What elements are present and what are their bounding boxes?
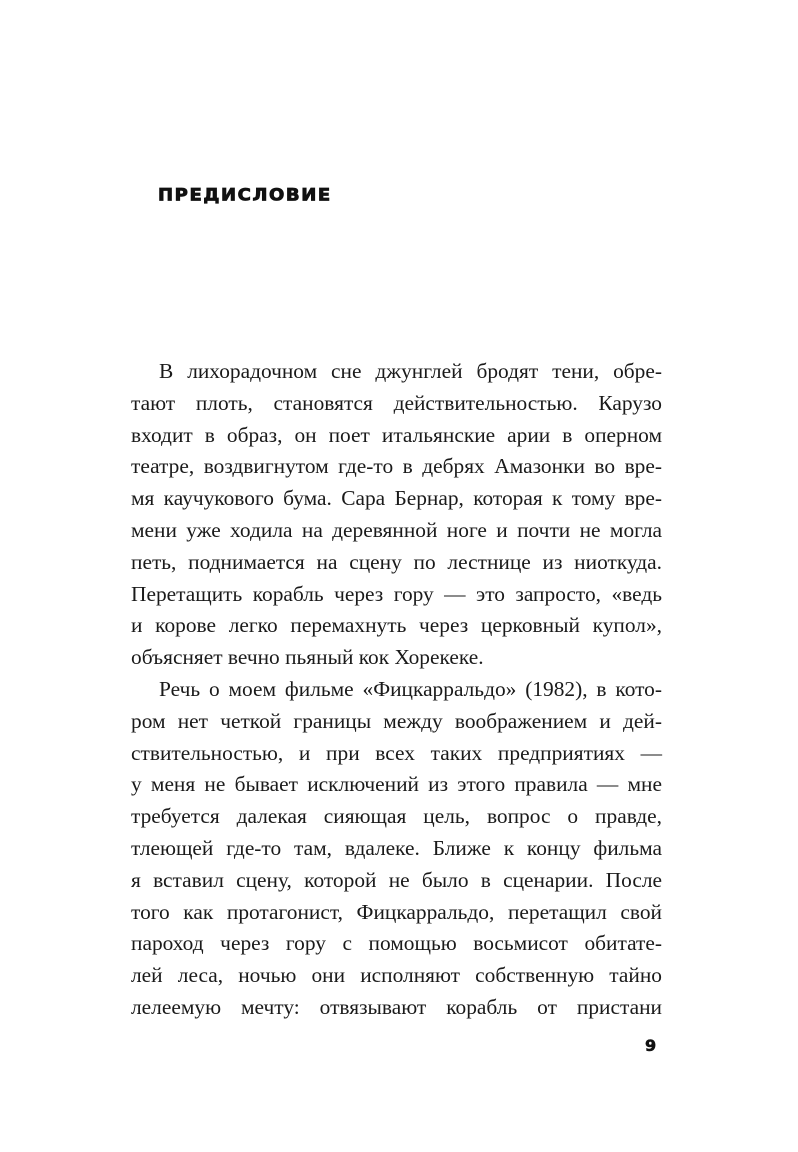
text-line: Перетащить корабль через гору — это запросто, «ведь — [131, 581, 662, 606]
text-line: и корове легко перемахнуть через церковный купол», — [131, 613, 662, 638]
text-line: того как протагонист, Фицкарральдо, перетащил свой — [131, 899, 662, 924]
chapter-heading: ПРЕДИСЛОВИЕ — [158, 186, 332, 206]
text-line: объясняет вечно пьяный кок Хорекеке. — [131, 645, 484, 670]
text-line: тают плоть, становятся действительностью. Карузо — [131, 390, 662, 415]
text-line: лелеемую мечту: отвязывают корабль от пристани — [131, 994, 662, 1019]
text-line: мя каучукового бума. Сара Бернар, которая к тому вре- — [131, 486, 662, 511]
text-line: требуется далекая сияющая цель, вопрос о правде, — [131, 804, 662, 829]
text-line: у меня не бывает исключений из этого правила — мне — [131, 772, 662, 797]
text-line: театре, воздвигнутом где-то в дебрях Амазонки во вре- — [131, 454, 662, 479]
text-line: ствительностью, и при всех таких предприятиях — — [131, 740, 662, 765]
text-line: тлеющей где-то там, вдалеке. Ближе к концу фильма — [131, 835, 662, 860]
body-text — [131, 356, 662, 1024]
page-number: 9 — [645, 1036, 657, 1055]
text-line: входит в образ, он поет итальянские арии в оперном — [131, 422, 662, 447]
text-line: пароход через гору с помощью восьмисот обитате- — [131, 931, 662, 956]
text-line: В лихорадочном сне джунглей бродят тени, обре- — [159, 359, 662, 383]
text-line: лей леса, ночью они исполняют собственную тайно — [131, 963, 662, 988]
text-line: петь, поднимается на сцену по лестнице из ниоткуда. — [131, 549, 662, 574]
text-line: Речь о моем фильме «Фицкарральдо» (1982), в кото- — [159, 676, 662, 701]
text-line: ром нет четкой границы между воображением и дей- — [131, 708, 662, 733]
text-line: я вставил сцену, которой не было в сценарии. После — [131, 867, 662, 892]
text-line: мени уже ходила на деревянной ноге и почти не могла — [131, 517, 662, 542]
